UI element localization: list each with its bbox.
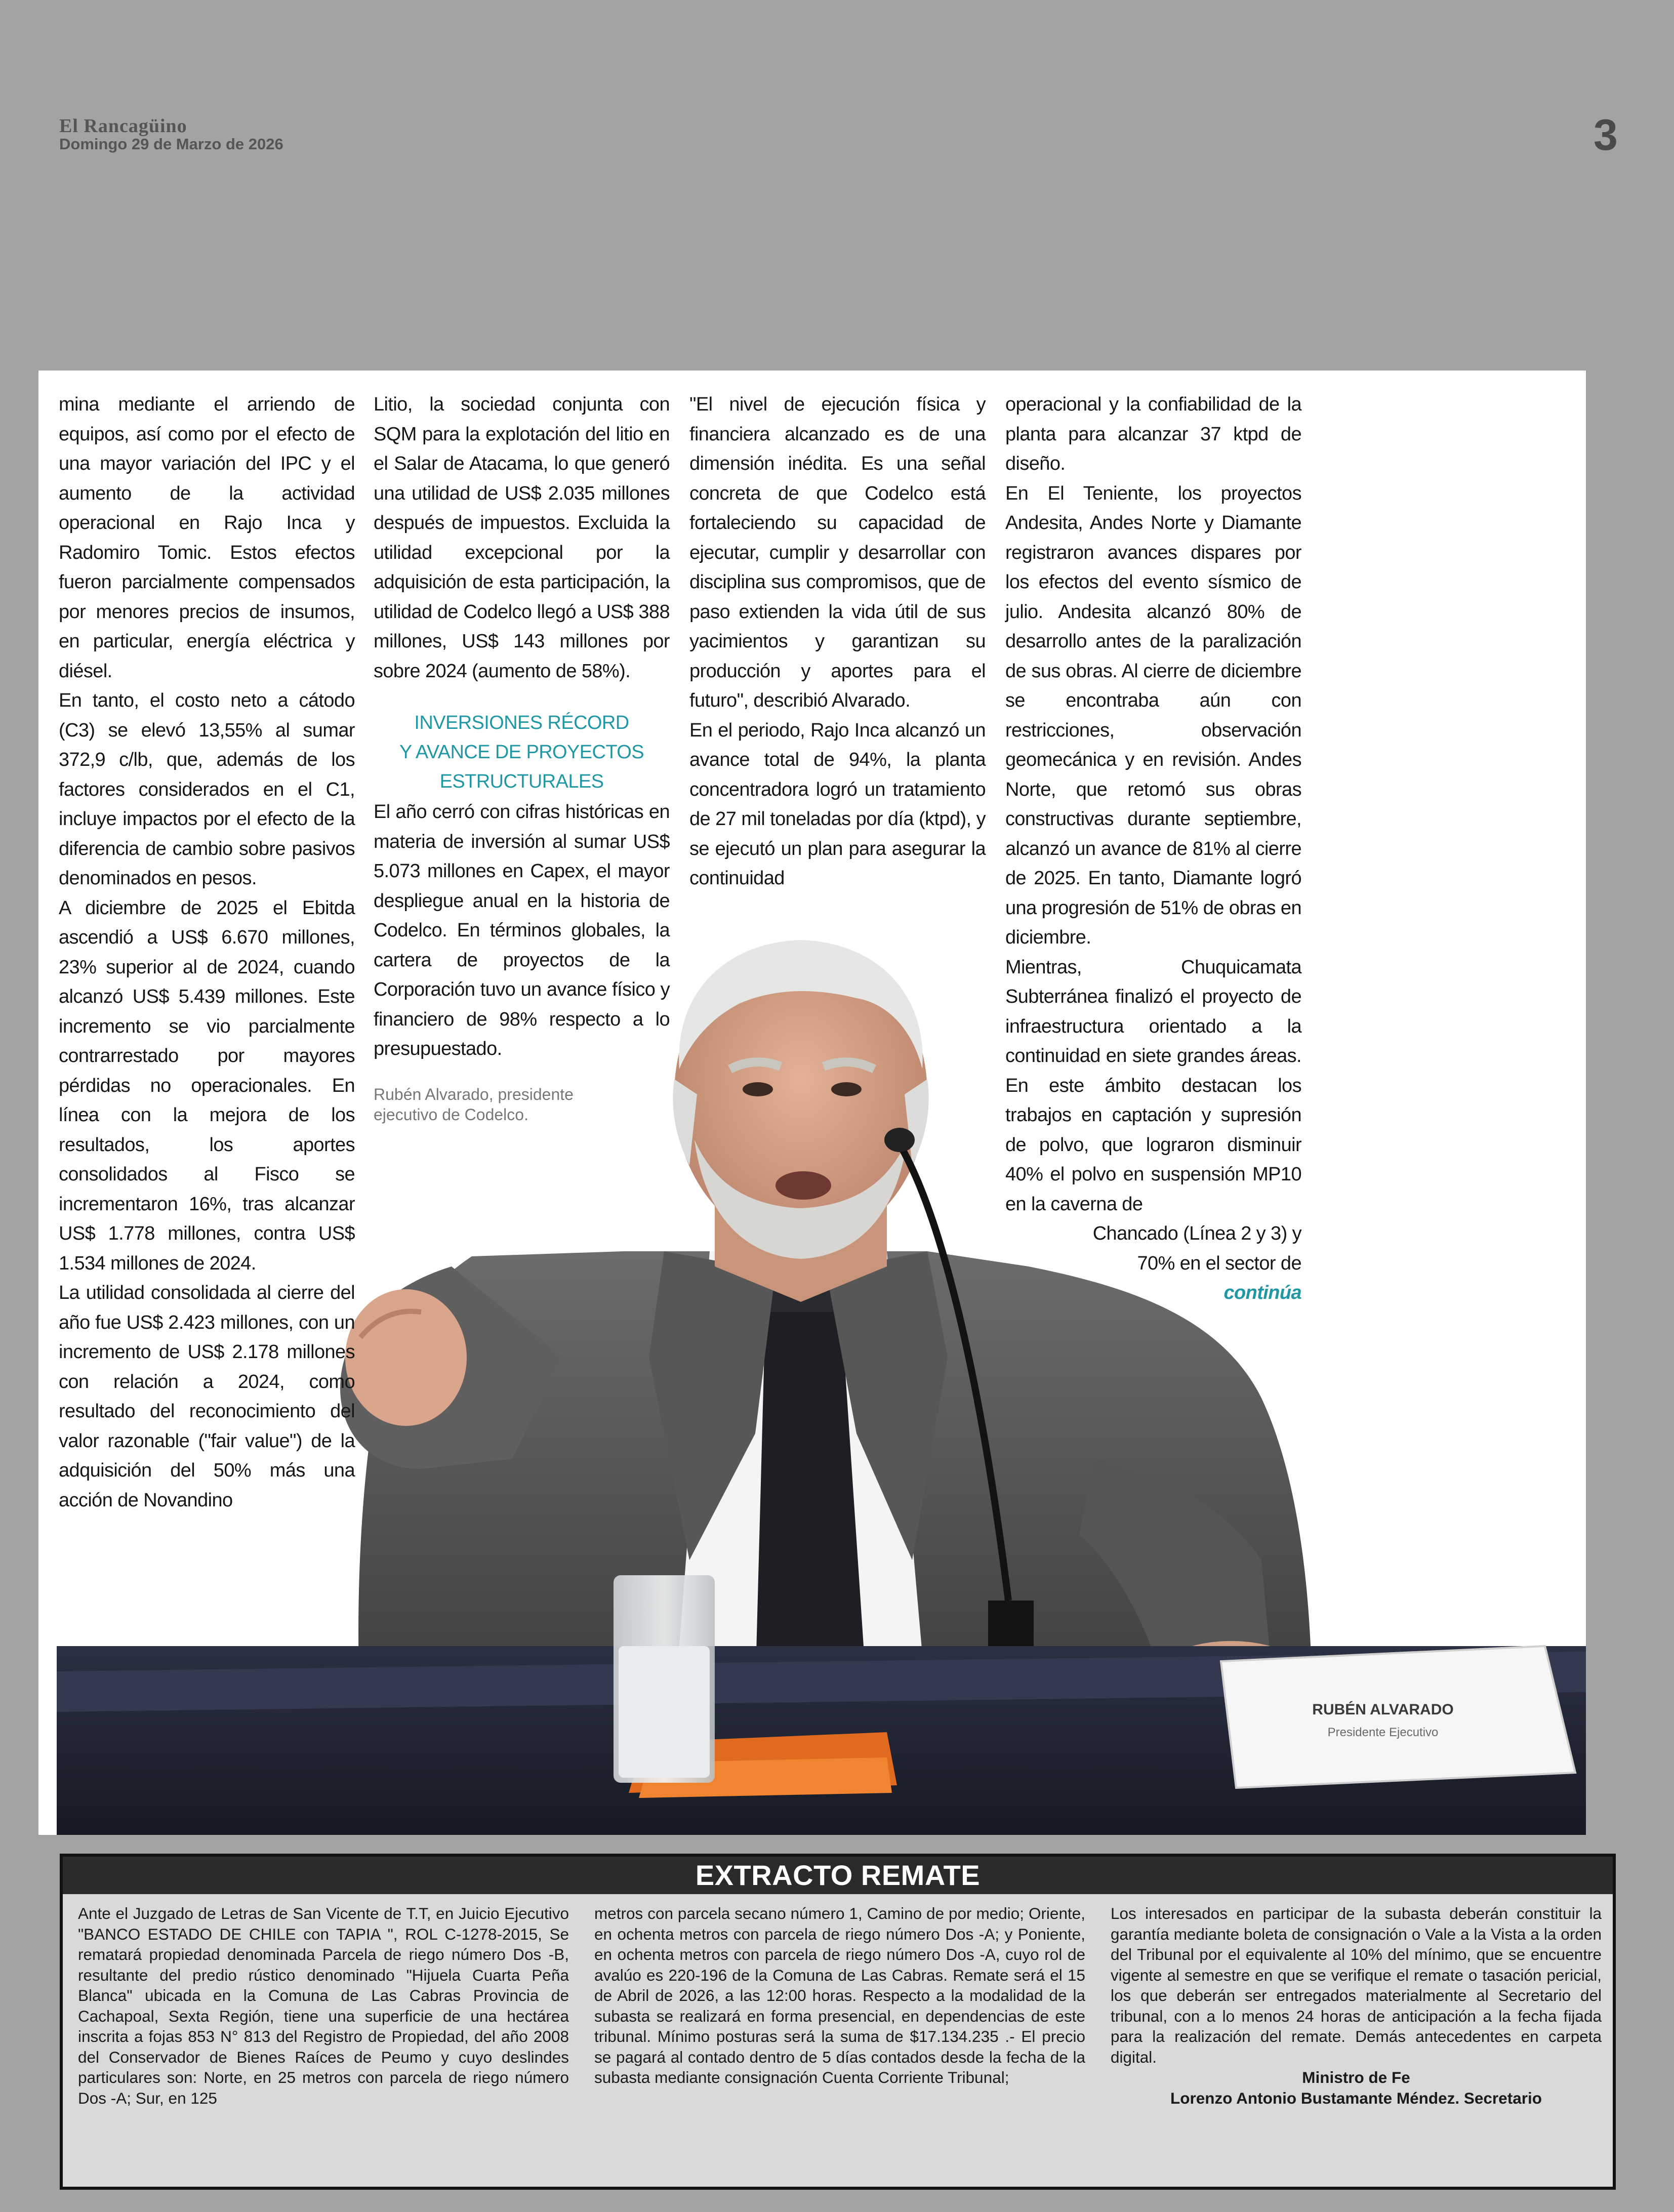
article-column-3 [689, 390, 986, 893]
article-tail-line: Chancado (Línea 2 y 3) y [1092, 1223, 1301, 1244]
auction-notice [60, 1854, 1616, 2190]
notice-signature-role: Ministro de Fe [1302, 2068, 1410, 2086]
nameplate-name: RUBÉN ALVARADO [1312, 1701, 1454, 1718]
continued-link[interactable]: continúa [1223, 1282, 1301, 1303]
notice-column-3 [1111, 1903, 1602, 2108]
article-paragraph: mina mediante el arriendo de equipos, así como por el efecto de una mayor variación del IPC y el aumento de la actividad operacional en Rajo Inca y Radomiro Tomic. Estos efectos fueron parcialmente compensados por menores precios de insumos, en particular, energía eléctrica y diésel. [59, 394, 355, 682]
subheading-line: INVERSIONES RÉCORD [414, 712, 629, 733]
nameplate-title: Presidente Ejecutivo [1327, 1726, 1439, 1739]
article-paragraph: En tanto, el costo neto a cátodo (C3) se elevó 13,55% al sumar 372,9 c/lb, que, además de los factores considerados en el C1, incluye impactos por el efecto de la diferencia de cambio sobre pasivos denominados en pesos. [59, 690, 355, 889]
newspaper-name: El Rancagüino [59, 115, 187, 137]
article-tail-line: 70% en el sector de [1137, 1252, 1301, 1274]
article-paragraph: Mientras, Chuquicamata Subterránea finalizó el proyecto de infraestructura orientado a la continuidad en siete grandes áreas. En este ámbito destacan los trabajos en captación y supresión de polvo, que lograron disminuir 40% el polvo en suspensión MP10 en la caverna de [1005, 956, 1301, 1215]
article-paragraph: A diciembre de 2025 el Ebitda ascendió a US$ 6.670 millones, 23% superior al de 2024, cuando alcanzó US$ 5.439 millones. Este incremento se vio parcialmente contrarrestado por mayores pérdidas no operacionales. En línea con la mejora de los resultados, los aportes consolidados al Fisco se incrementaron 16%, tras alcanzar US$ 1.778 millones, contra US$ 1.534 millones de 2024. [59, 897, 355, 1274]
article-paragraph: En el periodo, Rajo Inca alcanzó un avance total de 94%, la planta concentradora logró un tratamiento de 27 mil toneladas por día (ktpd), y se ejecutó un plan para asegurar la continuidad [689, 719, 986, 889]
notice-signature-name: Lorenzo Antonio Bustamante Méndez. Secretario [1170, 2088, 1542, 2107]
article-paragraph: operacional y la confiabilidad de la planta para alcanzar 37 ktpd de diseño. [1005, 394, 1301, 474]
photo-caption [374, 1084, 670, 1125]
article-paragraph: En El Teniente, los proyectos Andesita, Andes Norte y Diamante registraron avances dispares por los efectos del evento sísmico de julio. Andesita alcanzó 80% de desarrollo antes de la paralización de sus obras. Al cierre de diciembre se encontraba aún con restricciones, observación geomecánica y en revisión. Andes Norte, que retomó sus obras constructivas durante septiembre, alcanzó un avance de 81% al cierre de 2025. En tanto, Diamante logró una progresión de 51% de obras en diciembre. [1005, 482, 1301, 948]
article-column-2 [374, 390, 670, 1125]
caption-line: ejecutivo de Codelco. [374, 1105, 528, 1124]
issue-date: Domingo 29 de Marzo de 2026 [59, 135, 283, 153]
subheading-line: Y AVANCE DE PROYECTOS [399, 742, 644, 763]
masthead [59, 115, 283, 153]
notice-column-2: metros con parcela secano número 1, Camino de por medio; Oriente, en ochenta metros con parcela de riego número Dos -A; y Poniente, en ochenta metros con parcela de riego número Dos -A, cuyo rol de avalúo es 220-196 de la Comuna de Las Cabras. Remate será el 15 de Abril de 2026, a las 12:00 horas. Respecto a la modalidad de la subasta se realizará en forma presencial, en dependencias de este tribunal. Mínimo posturas será la suma de $17.134.235 .- El precio se pagará al contado dentro de 5 días contados desde la fecha de la subasta mediante consignación Cuenta Corriente Tribunal; [594, 1904, 1085, 2086]
article-column-1 [59, 390, 355, 1515]
article-paragraph: El año cerró con cifras históricas en materia de inversión al sumar US$ 5.073 millones en Capex, el mayor despliegue anual en la historia de Codelco. En términos globales, la cartera de proyectos de la Corporación tuvo un avance físico y financiero de 98% respecto a lo presupuestado. [374, 801, 670, 1059]
notice-title: EXTRACTO REMATE [63, 1857, 1613, 1894]
subheading-line: ESTRUCTURALES [439, 771, 604, 792]
article-paragraph: Litio, la sociedad conjunta con SQM para la explotación del litio en el Salar de Atacama, lo que generó una utilidad de US$ 2.035 millones después de impuestos. Excluida la utilidad excepcional por la adquisición de esta participación, la utilidad de Codelco llegó a US$ 388 millones, US$ 143 millones por sobre 2024 (aumento de 58%). [374, 394, 670, 682]
page-number: 3 [1594, 111, 1618, 159]
notice-text: Los interesados en participar de la subasta deberán constituir la garantía mediante boleta de consignación o Vale a la Vista a la orden del Tribunal por el equivalente al 10% del mínimo, que se encuentre vigente al semestre en que se verifique el remate o tasación pericial, los que deberán ser entregados materialmente al Secretario del tribunal, con a lo menos 24 horas de anticipación a la fecha fijada para la realización del remate. Demás antecedentes en carpeta digital. [1111, 1904, 1602, 2066]
article-column-4 [1005, 390, 1301, 1308]
caption-line: Rubén Alvarado, presidente [374, 1085, 574, 1103]
article-paragraph: La utilidad consolidada al cierre del año fue US$ 2.423 millones, con un incremento de US$ 2.178 millones con relación a 2024, como resultado del reconocimiento del valor razonable ("fair value") de la adquisición del 50% más una acción de Novandino [59, 1282, 355, 1511]
section-subheading [374, 708, 670, 796]
article-paragraph: "El nivel de ejecución física y financiera alcanzado es de una dimensión inédita. Es una señal concreta de que Codelco está fortaleciendo su capacidad de ejecutar, cumplir y desarrollar con disciplina sus compromisos, que de paso extienden la vida útil de sus yacimientos y garantizan su producción y aportes para el futuro", describió Alvarado. [689, 394, 986, 711]
notice-column-1: Ante el Juzgado de Letras de San Vicente de T.T, en Juicio Ejecutivo "BANCO ESTADO DE CHILE con TAPIA ", ROL C-1278-2015, Se rematará propiedad denominada Parcela de riego número Dos -B, resultante del predio rústico denominado "Hijuela Cuarta Peña Blanca" ubicada en la Comuna de Las Cabras Provincia de Cachapoal, Sexta Región, tiene una superficie de una hectárea inscrita a fojas 853 N° 813 del Registro de Propiedad, del año 2008 del Conservador de Bienes Raíces de Peumo y cuyo deslindes particulares son: Norte, en 25 metros con parcela de riego número Dos -A; Sur, en 125 [78, 1904, 569, 2107]
article-panel [38, 371, 1586, 1835]
